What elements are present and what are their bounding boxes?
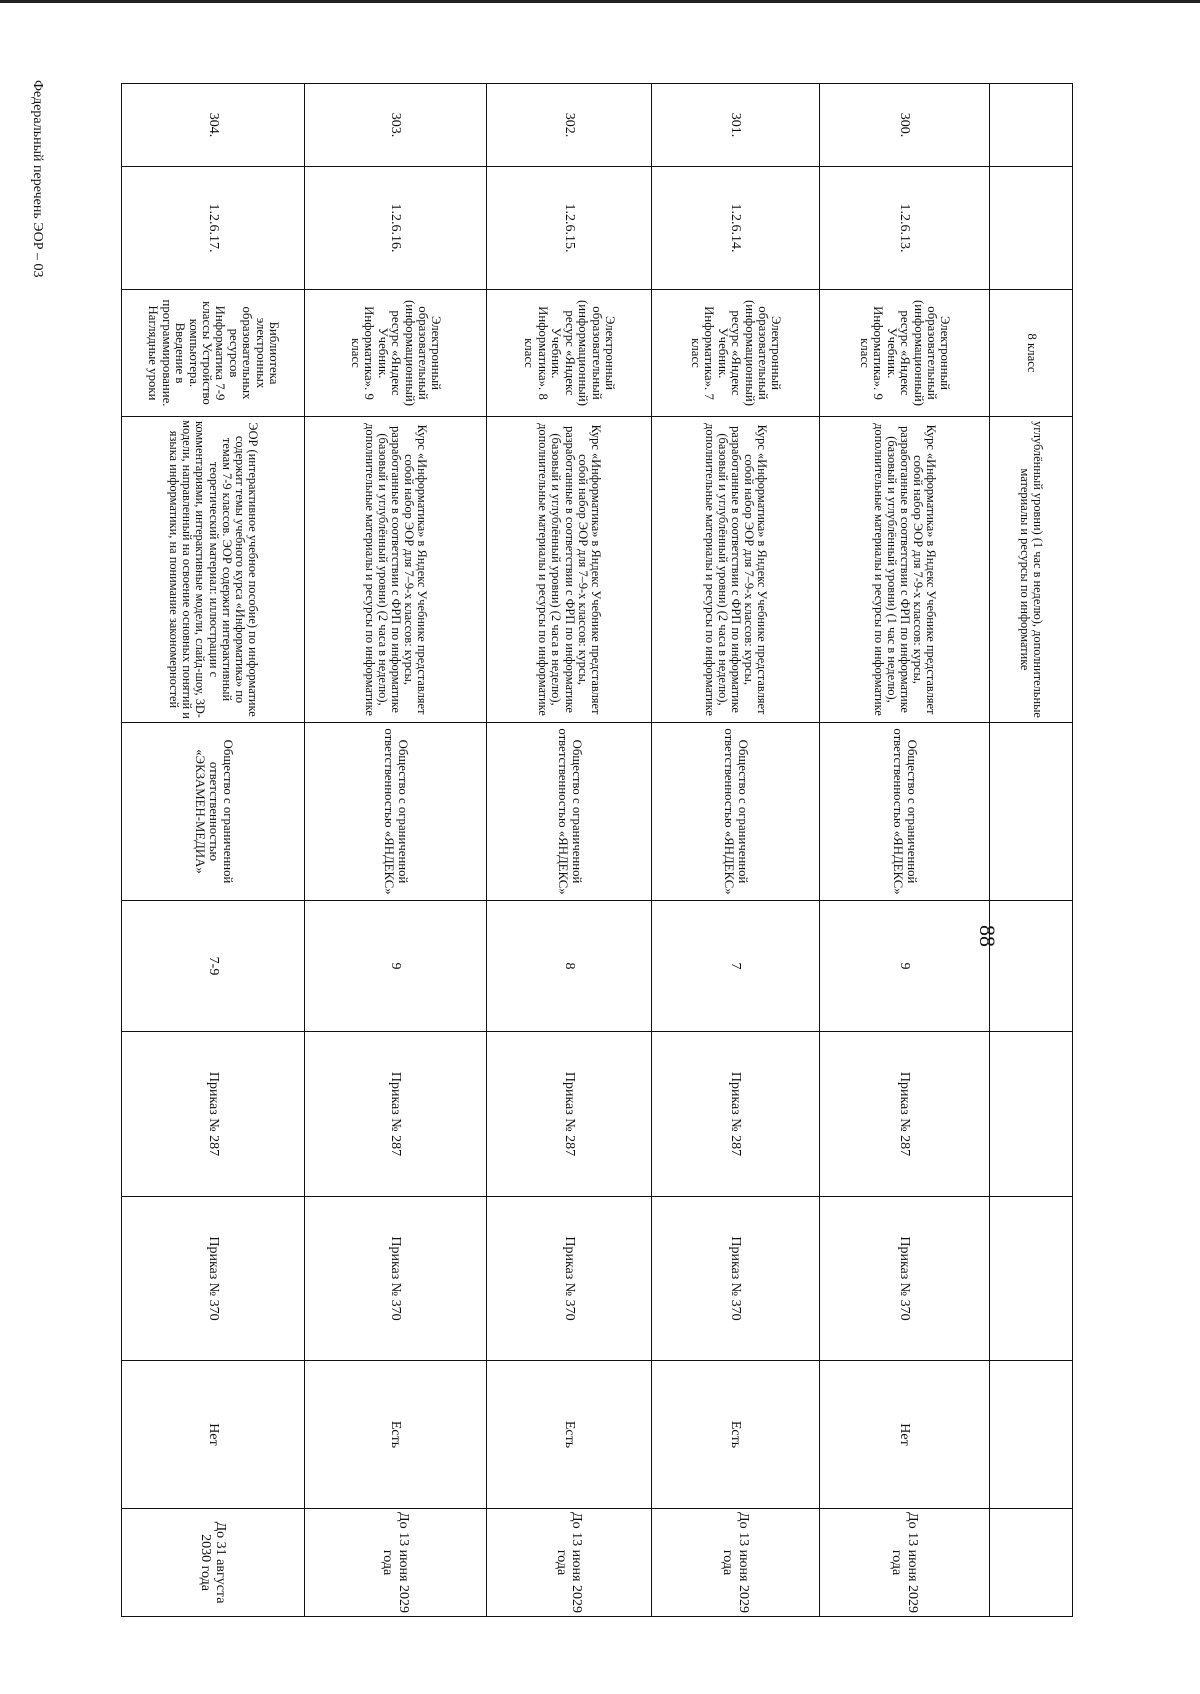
cell-description: Курс «Информатика» в Яндекс Учебнике представляет собой набор ЭОР для 7–9-х классов: курсы, разработанные в соответствии с ФРП по информатике (базовый и углублённый уровни) (2 часа в неделю), дополнительные материалы и ресурсы по информатике <box>487 417 652 723</box>
table-row <box>305 84 487 1617</box>
cell-order-370: Приказ № 370 <box>122 1197 305 1361</box>
cell-publisher: Общество с ограниченной ответственностью «ЭКЗАМЕН-МЕДИА» <box>122 723 305 901</box>
eor-table <box>121 83 1073 1617</box>
cell-validity: До 13 июня 2029 года <box>820 1509 990 1617</box>
cell-name: Электронный образовательный (информационный) ресурс «Яндекс Учебник. Информатика». 8 класс <box>487 290 652 417</box>
cell-num: 301. <box>652 84 820 167</box>
cell-num: 304. <box>122 84 305 167</box>
cell-grade: 7-9 <box>122 901 305 1032</box>
table-row <box>652 84 820 1617</box>
cell-order-287: Приказ № 287 <box>652 1032 820 1197</box>
rotated-table-sheet <box>122 83 1073 1616</box>
cell-order-370: Приказ № 370 <box>305 1197 487 1361</box>
cell-description: Курс «Информатика» в Яндекс Учебнике представляет собой набор ЭОР для 7-9-х классов: курсы, разработанные в соответствии с ФРП по информатике (базовый и углублённый уровни) (1 час в неделю), дополнительные материалы и ресурсы по информатике <box>820 417 990 723</box>
cell-name: Электронный образовательный (информационный) ресурс «Яндекс Учебник. Информатика». 9 класс <box>820 290 990 417</box>
cell-flag <box>990 1361 1073 1509</box>
cell-num: 302. <box>487 84 652 167</box>
cell-name: Электронный образовательный (информационный) ресурс «Яндекс Учебник. Информатика». 7 класс <box>652 290 820 417</box>
cell-grade: 9 <box>820 901 990 1032</box>
cell-publisher: Общество с ограниченной ответственностью «ЯНДЕКС» <box>305 723 487 901</box>
cell-order-287: Приказ № 287 <box>305 1032 487 1197</box>
page-number: 88 <box>975 925 1000 947</box>
cell-publisher <box>990 723 1073 901</box>
cell-publisher: Общество с ограниченной ответственностью «ЯНДЕКС» <box>652 723 820 901</box>
cell-order-370 <box>990 1197 1073 1361</box>
cell-code: 1.2.6.13. <box>820 167 990 290</box>
cell-validity <box>990 1509 1073 1617</box>
cell-validity: До 13 июня 2029 года <box>487 1509 652 1617</box>
cell-code: 1.2.6.16. <box>305 167 487 290</box>
cell-order-370: Приказ № 370 <box>652 1197 820 1361</box>
cell-grade: 7 <box>652 901 820 1032</box>
cell-flag: Есть <box>487 1361 652 1509</box>
cell-order-370: Приказ № 370 <box>487 1197 652 1361</box>
cell-order-370: Приказ № 370 <box>820 1197 990 1361</box>
cell-flag: Нет <box>122 1361 305 1509</box>
cell-name: 8 класс <box>990 290 1073 417</box>
cell-description: углублённый уровни) (1 час в неделю), дополнительные материалы и ресурсы по информатике <box>990 417 1073 723</box>
table-row <box>820 84 990 1617</box>
cell-name: Библиотека электронных образовательных ресурсов Информатика 7-9 классы Устройство компьютера. Введение в программирование. Наглядные уроки <box>122 290 305 417</box>
cell-grade: 9 <box>305 901 487 1032</box>
cell-description: ЭОР (интерактивное учебное пособие) по информатике содержит темы учебного курса «Информатика» по темам 7-9 классов. ЭОР содержит интерактивный теоретический материал: иллюстрации с комментариями, интерактивные модели, слайд-шоу, 3D-модели, направленный на освоение основных понятий и языка информатики, на понимание закономерностей <box>122 417 305 723</box>
cell-code: 1.2.6.15. <box>487 167 652 290</box>
cell-description: Курс «Информатика» в Яндекс Учебнике представляет собой набор ЭОР для 7–9-х классов: курсы, разработанные в соответствии с ФРП по информатике (базовый и углублённый уровни) (2 часа в неделю), дополнительные материалы и ресурсы по информатике <box>652 417 820 723</box>
cell-flag: Нет <box>820 1361 990 1509</box>
cell-validity: До 13 июня 2029 года <box>652 1509 820 1617</box>
cell-name: Электронный образовательный (информационный) ресурс «Яндекс Учебник. Информатика». 9 класс <box>305 290 487 417</box>
cell-publisher: Общество с ограниченной ответственностью «ЯНДЕКС» <box>820 723 990 901</box>
cell-order-287: Приказ № 287 <box>487 1032 652 1197</box>
cell-publisher: Общество с ограниченной ответственностью «ЯНДЕКС» <box>487 723 652 901</box>
cell-grade <box>990 901 1073 1032</box>
cell-order-287 <box>990 1032 1073 1197</box>
cell-num: 303. <box>305 84 487 167</box>
cell-description: Курс «Информатика» в Яндекс Учебнике представляет собой набор ЭОР для 7–9-х классов: курсы, разработанные в соответствии с ФРП по информатике (базовый и углублённый уровни) (2 часа в неделю), дополнительные материалы и ресурсы по информатике <box>305 417 487 723</box>
cell-flag: Есть <box>652 1361 820 1509</box>
table-row <box>487 84 652 1617</box>
cell-order-287: Приказ № 287 <box>820 1032 990 1197</box>
cell-validity: До 31 августа 2030 года <box>122 1509 305 1617</box>
table-row <box>990 84 1073 1617</box>
cell-code: 1.2.6.17. <box>122 167 305 290</box>
cell-order-287: Приказ № 287 <box>122 1032 305 1197</box>
top-border <box>0 0 1200 3</box>
cell-num <box>990 84 1073 167</box>
cell-validity: До 13 июня 2029 года <box>305 1509 487 1617</box>
cell-code: 1.2.6.14. <box>652 167 820 290</box>
cell-flag: Есть <box>305 1361 487 1509</box>
cell-grade: 8 <box>487 901 652 1032</box>
cell-num: 300. <box>820 84 990 167</box>
table-row <box>122 84 305 1617</box>
cell-code <box>990 167 1073 290</box>
footer-text: Федеральный перечень ЭОР – 03 <box>30 80 45 278</box>
